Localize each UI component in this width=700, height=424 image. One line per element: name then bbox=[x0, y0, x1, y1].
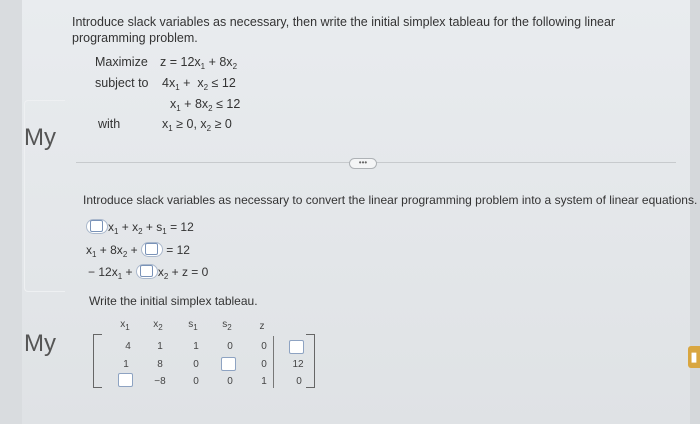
maximize-label: Maximize bbox=[95, 55, 148, 69]
cell-r3-x2: −8 bbox=[154, 376, 166, 387]
constraint-1: $4x_1 + x_2 \le 12$ bbox=[162, 76, 236, 92]
cell-r2-x1: 1 bbox=[123, 359, 129, 370]
bookmark-icon[interactable]: ▮ bbox=[688, 346, 700, 368]
cell-r3-rhs: 0 bbox=[296, 376, 302, 387]
answer-box-eq3[interactable] bbox=[136, 264, 158, 279]
header-s2: $s_2$ bbox=[222, 319, 232, 332]
answer-box-eq2[interactable] bbox=[141, 242, 163, 257]
cell-r1-x1: 4 bbox=[125, 341, 131, 352]
question-text: Introduce slack variables as necessary, then write the initial simplex tableau for the following linear programming problem. bbox=[72, 15, 616, 45]
nonnegativity: $x_1 \ge 0$, $x_2 \ge 0$ bbox=[162, 117, 232, 133]
answer-box-eq1[interactable] bbox=[86, 219, 108, 234]
equation-1: $x_1 + x_2 + s_1 = 12$ bbox=[86, 219, 194, 236]
expand-more-button[interactable]: ••• bbox=[349, 158, 377, 169]
header-x2: $x_2$ bbox=[153, 319, 163, 332]
equation-2: $x_1 + 8x_2$ + = 12 bbox=[86, 243, 190, 259]
cell-r1-s1: 1 bbox=[193, 341, 199, 352]
cell-r2-z: 0 bbox=[261, 359, 267, 370]
header-z: z bbox=[259, 321, 265, 332]
header-x1: $x_1$ bbox=[120, 319, 130, 332]
with-label: with bbox=[98, 117, 121, 131]
constraint-2: $x_1 + 8x_2 \le 12$ bbox=[170, 97, 241, 113]
tableau-input-r2-s2[interactable] bbox=[221, 357, 236, 371]
cell-r1-z: 0 bbox=[261, 341, 267, 352]
part1-instruction: Introduce slack variables as necessary to convert the linear programming problem into a system of linear equations. bbox=[83, 193, 698, 207]
equation-3: − $12x_1$ + $x_2 + z = 0$ bbox=[88, 265, 209, 281]
cell-r1-x2: 1 bbox=[157, 341, 163, 352]
left-margin bbox=[0, 0, 22, 424]
cell-r2-rhs: 12 bbox=[292, 359, 304, 370]
my-label-bottom: My bbox=[24, 330, 56, 357]
cell-r3-s1: 0 bbox=[193, 376, 199, 387]
cell-r2-s1: 0 bbox=[193, 359, 199, 370]
tableau-input-r3-x1[interactable] bbox=[118, 373, 133, 387]
cell-r3-s2: 0 bbox=[227, 376, 233, 387]
objective-function: $z = 12x_1 + 8x_2$ bbox=[160, 55, 238, 71]
cell-r1-s2: 0 bbox=[227, 341, 233, 352]
subject-to-label: subject to bbox=[95, 76, 149, 90]
cell-r3-z: 1 bbox=[261, 376, 267, 387]
matrix-left-bracket bbox=[93, 334, 102, 388]
header-s1: $s_1$ bbox=[188, 319, 198, 332]
tableau-input-r1-rhs[interactable] bbox=[289, 340, 304, 354]
my-label-top: My bbox=[24, 124, 56, 151]
cell-r2-x2: 8 bbox=[157, 359, 163, 370]
part2-instruction: Write the initial simplex tableau. bbox=[89, 294, 258, 308]
